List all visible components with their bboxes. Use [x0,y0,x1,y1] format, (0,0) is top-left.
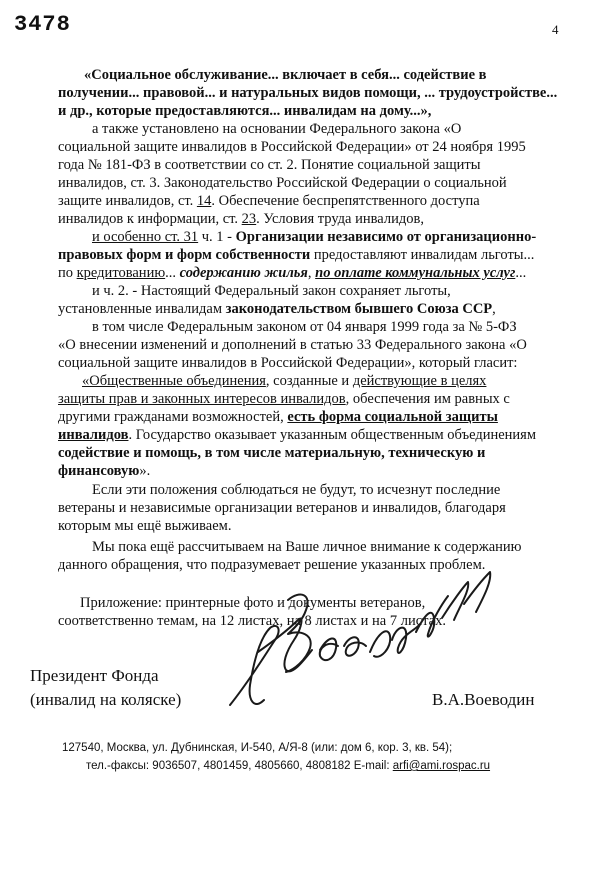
text-segment: инвалидов к информации, ст. [58,211,242,227]
article-ref: и особенно ст. 31 [92,229,199,245]
text-segment: финансовую [58,463,140,479]
text-segment: правовых форм и форм собственности [58,247,311,263]
text-line: а также установлено на основании Федерального закона «О [92,121,462,137]
signatory-title-note: (инвалид на коляске) [30,690,182,709]
article-ref: 23 [241,211,257,227]
text-line: социальной защите инвалидов в Российской Федерации», который гласит: [58,355,518,371]
text-segment: защите инвалидов, ст. [58,193,197,209]
text-segment: , [307,265,316,281]
text-segment: по оплате коммунальных услуг [315,265,516,281]
text-line: и ч. 2. - Настоящий Федеральный закон сохраняет льготы, [92,283,451,299]
footer-address: 127540, Москва, ул. Дубнинская, И-540, А/Я-8 (или: дом 6, кор. 3, кв. 54); [62,742,453,754]
text-line [58,192,480,210]
quote-1-line: и др., которые предоставляются... инвалидам на дому...», [58,103,432,119]
text-line [82,372,486,390]
text-segment: содержанию жилья [179,265,308,281]
handwritten-signature [220,560,510,730]
footer-contacts [86,760,490,772]
text-line [58,246,534,264]
text-line: Мы пока ещё рассчитываем на Ваше личное внимание к содержанию [92,539,522,555]
quote-1-line: получении... правовой... и натуральных видов помощи, ... трудоустройстве... [58,85,558,101]
text-segment: содействие и помощь [58,445,198,461]
text-line [58,462,150,480]
quote-1-line: «Социальное обслуживание... включает в себя... содействие в [84,67,487,83]
text-line [58,210,424,228]
text-line [58,300,496,318]
text-segment: инвалидов [58,427,129,443]
page-number: 4 [552,22,559,37]
text-line: ветераны и независимые организации ветеранов и инвалидов, благодаря [58,500,506,516]
text-segment: установленные инвалидам [58,301,226,317]
text-segment: , в том числе материальную, техническую и [197,445,486,461]
text-segment: . Условия труда инвалидов, [256,211,424,227]
text-segment: «Общественные объединения [82,373,266,389]
text-segment: . Обеспечение беспрепятственного доступа [211,193,480,209]
text-line [58,444,485,462]
text-line: социальной защите инвалидов в Российской Федерации» от 24 ноября 1995 [58,139,526,155]
text-line: соответственно темам, на 12 листах, на 8 листах и на 7 листах. [58,613,446,629]
text-segment: Организации независимо от организационно- [235,229,537,245]
text-line: года № 181-ФЗ в соответствии со ст. 2. Понятие социальной защиты [58,157,481,173]
signatory-title: Президент Фонда [30,666,159,685]
text-segment: ... [515,265,527,281]
text-segment: ... [165,265,180,281]
signatory-name: В.А.Воеводин [432,690,535,709]
text-line: Приложение: принтерные фото и документы ветеранов, [80,595,426,611]
text-segment: действующие в целях [352,373,487,389]
stamp-number: 3478 [14,12,71,37]
text-segment: кредитованию [76,265,166,281]
text-line [58,426,536,444]
text-segment: ч. 1 - [198,229,236,245]
text-line [58,408,498,426]
text-line: данного обращения, что подразумевает решение указанных проблем. [58,557,486,573]
text-segment: предоставляют инвалидам льготы... [310,247,535,263]
text-line [58,264,526,282]
text-segment: защиты прав и законных интересов инвалидов [58,391,346,407]
footer-phones: тел.-факсы: 9036507, 4801459, 4805660, 4808182 E-mail: [86,760,393,772]
text-line: инвалидов, ст. 3. Законодательство Российской Федерации о социальной [58,175,507,191]
text-segment: есть форма социальной защиты [287,409,498,425]
text-segment: , [492,301,496,317]
text-segment: другими гражданами возможностей, [58,409,288,425]
article-ref: 14 [196,193,212,209]
text-segment: ». [139,463,151,479]
email-link[interactable]: arfi@ami.rospac.ru [392,760,491,772]
text-segment: , обеспечения им равных с [345,391,510,407]
text-segment: . Государство оказывает указанным общественным объединениям [128,427,537,443]
text-line: в том числе Федеральным законом от 04 января 1999 года за № 5-ФЗ [92,319,517,335]
text-line [92,228,536,246]
text-line: «О внесении изменений и дополнений в статью 33 Федерального закона «О [58,337,527,353]
text-line [58,390,510,408]
text-line: которым мы ещё выживаем. [58,518,232,534]
text-segment: по [58,265,77,281]
text-segment: законодательством бывшего Союза ССР [225,301,493,317]
text-segment: , созданные и [265,373,353,389]
text-line: Если эти положения соблюдаться не будут, то исчезнут последние [92,482,501,498]
